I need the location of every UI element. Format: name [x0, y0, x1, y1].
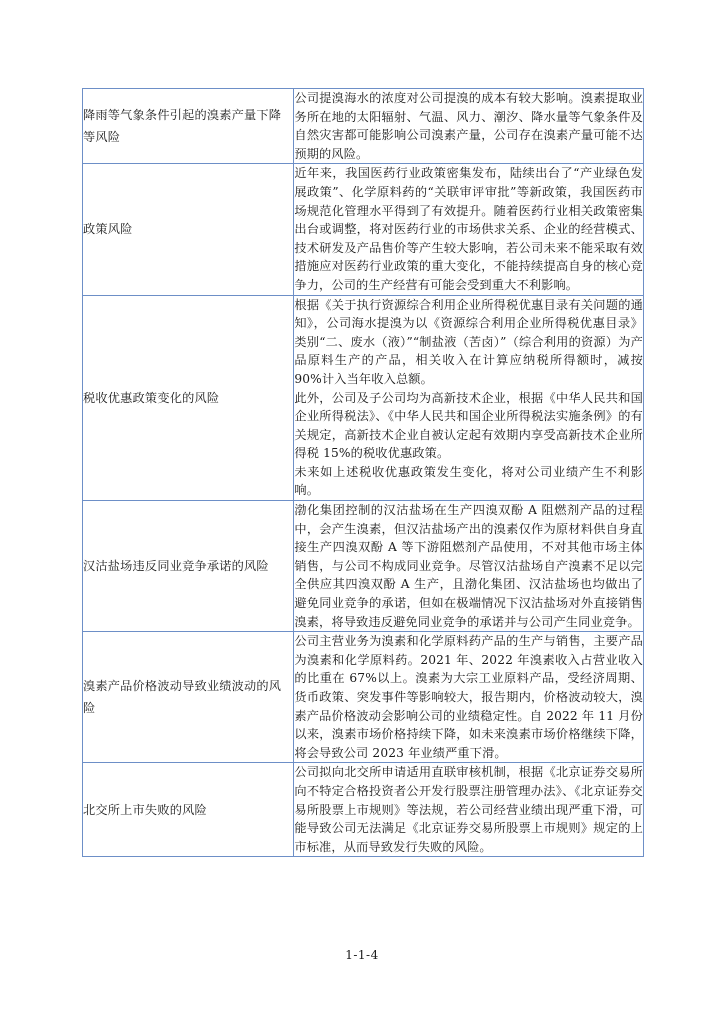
description-paragraph: 未来如上述税收优惠政策发生变化，将对公司业绩产生不利影响。	[294, 464, 643, 498]
description-paragraph: 根据《关于执行资源综合利用企业所得税优惠目录有关问题的通知》，公司海水提溴为以《资源综合利用企业所得税优惠目录》类别“二、废水（液）”“制盐液（苦卤）”（综合利用的资源）为产品原料生产的产品，相关收入在计算应纳税所得额时，减按 90%计入当年收入总额。	[294, 297, 643, 386]
risk-name: 汉沽盐场违反同业竞争承诺的风险	[83, 501, 294, 632]
risk-name: 税收优惠政策变化的风险	[83, 295, 294, 501]
table-row	[83, 763, 644, 857]
risk-description	[294, 501, 644, 632]
description-paragraph: 近年来，我国医药行业政策密集发布，陆续出台了“产业绿色发展政策”、化学原料药的“关联审评审批”等新政策，我国医药市场规范化管理水平得到了有效提升。随着医药行业相关政策密集出台或调整，将对医药行业的市场供求关系、企业的经营模式、技术研发及产品售价等产生较大影响，若公司未来不能采取有效措施应对医药行业政策的重大变化，不能持续提高自身的核心竞争力，公司的生产经营有可能会受到重大不利影响。	[294, 166, 643, 292]
risk-name: 降雨等气象条件引起的溴素产量下降等风险	[83, 89, 294, 164]
risk-description	[294, 632, 644, 763]
risk-name: 北交所上市失败的风险	[83, 763, 294, 857]
description-paragraph: 公司主营业务为溴素和化学原料药产品的生产与销售，主要产品为溴素和化学原料药。2021 年、2022 年溴素收入占营业收入的比重在 67%以上。溴素为大宗工业原料产品，受经济周期、货币政策、突发事件等影响较大，报告期内，价格波动较大，溴素产品价格波动会影响公司的业绩稳定性。自 2022 年 11 月份以来，溴素市场价格持续下降，如未来溴素市场价格继续下降，将会导致公司 2023 年业绩严重下滑。	[294, 634, 643, 760]
table-row	[83, 164, 644, 295]
risk-description	[294, 89, 644, 164]
description-paragraph: 公司拟向北交所申请适用直联审核机制，根据《北京证券交易所向不特定合格投资者公开发行股票注册管理办法》、《北京证券交易所股票上市规则》等法规，若公司经营业绩出现严重下滑，可能导致公司无法满足《北京证券交易所股票上市规则》规定的上市标准，从而导致发行失败的风险。	[294, 765, 643, 854]
description-paragraph: 此外，公司及子公司均为高新技术企业，根据《中华人民共和国企业所得税法》、《中华人民共和国企业所得税法实施条例》的有关规定，高新技术企业自被认定起有效期内享受高新技术企业所得税 15%的税收优惠政策。	[294, 390, 643, 461]
table-row	[83, 501, 644, 632]
table-row	[83, 632, 644, 763]
description-paragraph: 渤化集团控制的汉沽盐场在生产四溴双酚 A 阻燃剂产品的过程中，会产生溴素，但汉沽盐场产出的溴素仅作为原材料供自身直接生产四溴双酚 A 等下游阻燃剂产品使用，不对其他市场主体销售，与公司不构成同业竞争。尽管汉沽盐场自产溴素不足以完全供应其四溴双酚 A 生产，且渤化集团、汉沽盐场也均做出了避免同业竞争的承诺，但如在极端情况下汉沽盐场对外直接销售溴素，将导致违反避免同业竞争的承诺并与公司产生同业竞争。	[294, 503, 643, 629]
risk-table	[82, 88, 644, 857]
risk-name: 溴素产品价格波动导致业绩波动的风险	[83, 632, 294, 763]
risk-description	[294, 164, 644, 295]
risk-name: 政策风险	[83, 164, 294, 295]
description-paragraph: 公司提溴海水的浓度对公司提溴的成本有较大影响。溴素提取业务所在地的太阳辐射、气温、风力、潮汐、降水量等气象条件及自然灾害都可能影响公司溴素产量，公司存在溴素产量可能不达预期的风险。	[294, 91, 643, 161]
table-row	[83, 295, 644, 501]
risk-description	[294, 763, 644, 857]
table-row	[83, 89, 644, 164]
page-number: 1-1-4	[345, 948, 379, 962]
risk-description	[294, 295, 644, 501]
